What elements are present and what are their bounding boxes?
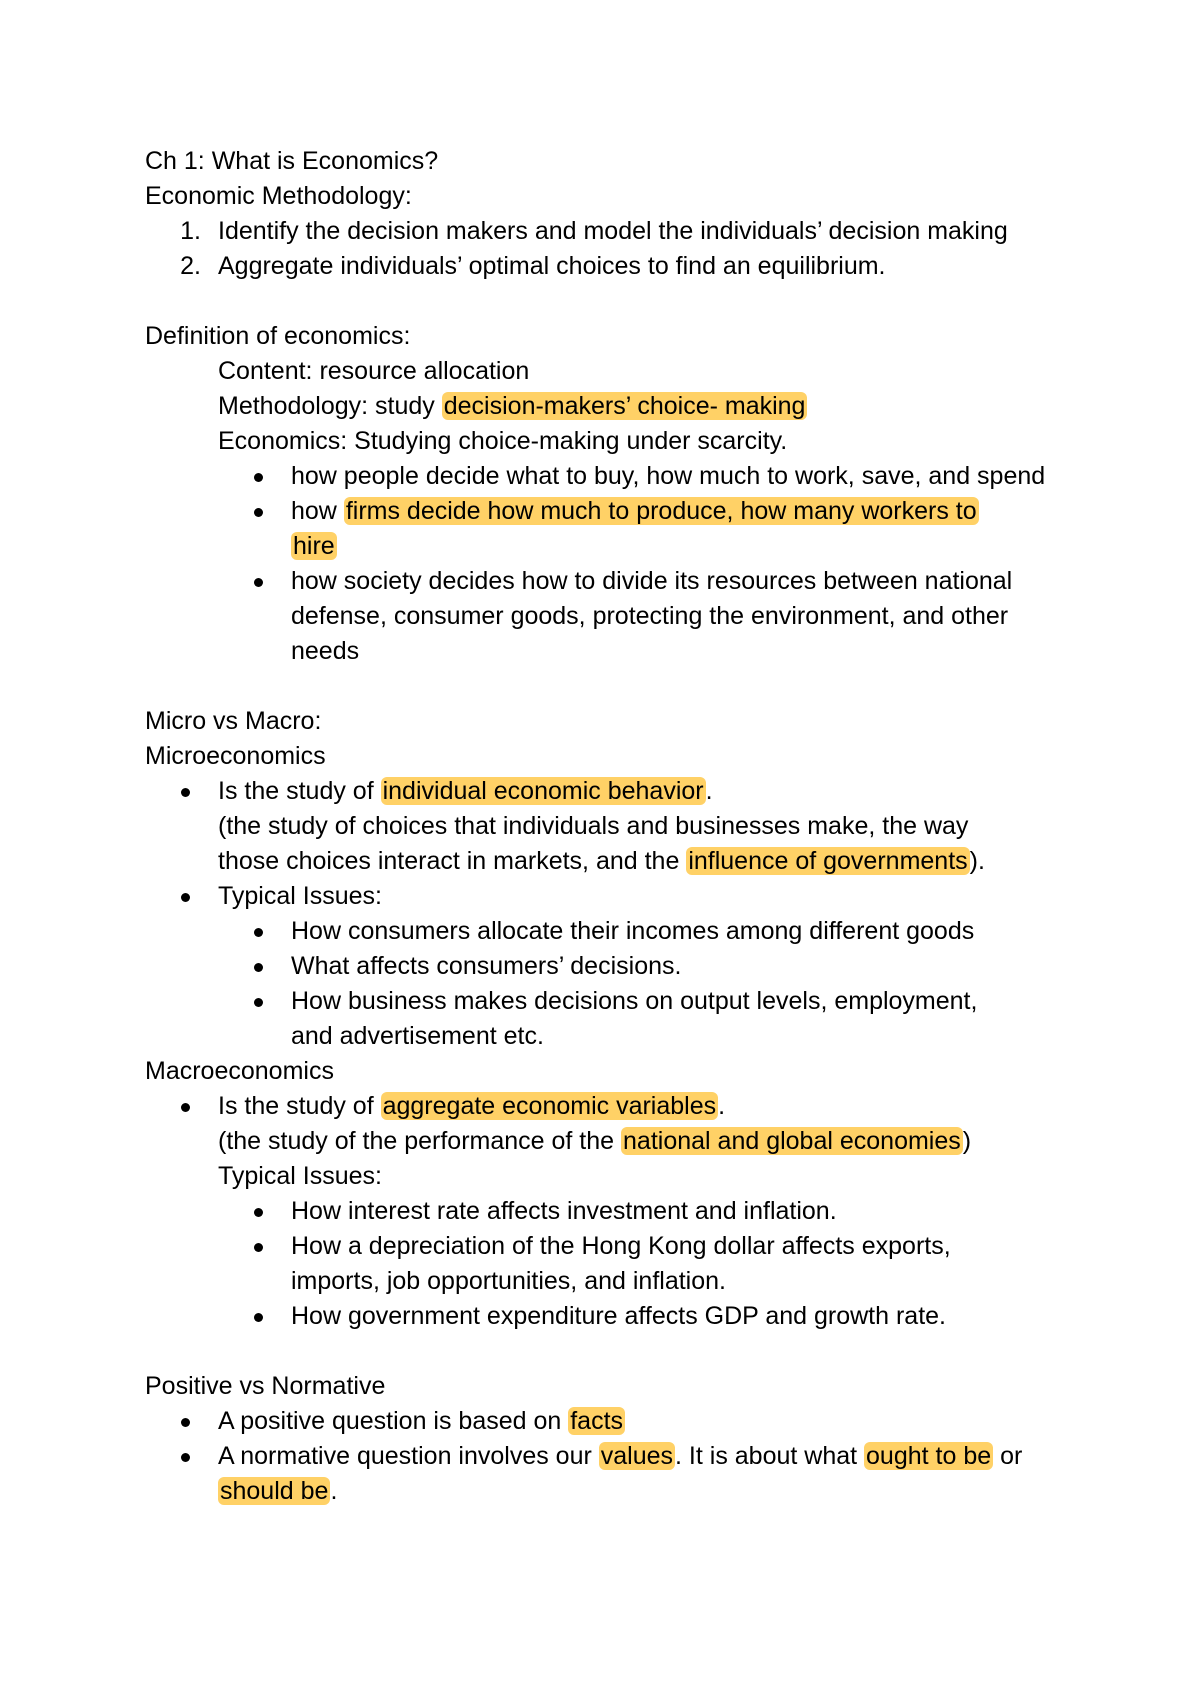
study-prefix: Is the study of	[218, 1092, 381, 1120]
normative-middle2: or	[993, 1442, 1023, 1470]
normative-middle: . It is about what	[675, 1442, 865, 1470]
bullet-item	[145, 1229, 1085, 1299]
bullet-text: how society decides how to divide its resources between national defense, consumer goods, protecting the environment, and other needs	[291, 567, 1013, 665]
bullet-text: How a depreciation of the Hong Kong dollar affects exports, imports, job opportunities, and inflation.	[291, 1232, 951, 1295]
bullet-icon	[181, 1453, 190, 1462]
paren-prefix: those choices interact in markets, and the	[218, 847, 687, 875]
bullet-item	[145, 949, 1085, 984]
definition-methodology	[145, 389, 1085, 424]
bullet-text: How government expenditure affects GDP and growth rate.	[291, 1302, 946, 1330]
bullet-item	[145, 564, 1085, 669]
bullet-text	[218, 774, 1085, 879]
bullet-icon	[254, 998, 263, 1007]
paren-suffix: ).	[969, 847, 985, 875]
bullet-text	[218, 1439, 1085, 1509]
bullet-icon	[254, 1243, 263, 1252]
bullet-icon	[254, 473, 263, 482]
bullet-text: how people decide what to buy, how much to work, save, and spend	[291, 462, 1046, 490]
bullet-icon	[254, 1313, 263, 1322]
bullet-item	[145, 879, 1085, 914]
bullet-icon	[181, 1418, 190, 1427]
bullet-text: Typical Issues:	[218, 882, 382, 910]
highlight: facts	[570, 1407, 624, 1435]
study-suffix: .	[718, 1092, 726, 1120]
definition-heading: Definition of economics:	[145, 322, 411, 350]
bullet-item	[145, 1439, 1085, 1509]
numbered-item	[145, 249, 1085, 284]
positive-normative-heading: Positive vs Normative	[145, 1372, 386, 1400]
micro-macro-heading: Micro vs Macro:	[145, 707, 322, 735]
highlight: influence of governments	[688, 847, 968, 875]
bullet-text	[218, 1404, 1085, 1439]
bullet-icon	[181, 788, 190, 797]
bullet-text: How consumers allocate their incomes among different goods	[291, 917, 975, 945]
spacer	[145, 1334, 1085, 1369]
bullet-item	[145, 1089, 1085, 1194]
issues-heading: Typical Issues:	[218, 1162, 382, 1190]
bullet-item	[145, 494, 1085, 564]
highlight: aggregate economic variables	[382, 1092, 717, 1120]
item-text: Identify the decision makers and model the individuals’ decision making	[218, 217, 1008, 245]
highlight: firms decide how much to produce, how many workers to	[345, 497, 977, 525]
macro-heading: Macroeconomics	[145, 1057, 334, 1085]
document-body	[145, 144, 1085, 1509]
methodology-prefix: Methodology: study	[218, 392, 442, 420]
bullet-icon	[181, 893, 190, 902]
bullet-icon	[254, 578, 263, 587]
methodology-heading: Economic Methodology:	[145, 182, 412, 210]
bullet-item	[145, 774, 1085, 879]
paren-line: (the study of choices that individuals and businesses make, the way	[218, 812, 969, 840]
study-suffix: .	[705, 777, 713, 805]
definition-economics: Economics: Studying choice-making under scarcity.	[218, 427, 788, 455]
highlight: values	[600, 1442, 674, 1470]
item-text: Aggregate individuals’ optimal choices to find an equilibrium.	[218, 252, 886, 280]
bullet-text: How interest rate affects investment and inflation.	[291, 1197, 837, 1225]
bullet-text	[218, 1089, 1085, 1194]
paren-suffix: )	[962, 1127, 972, 1155]
bullet-item	[145, 984, 1085, 1054]
micro-heading: Microeconomics	[145, 742, 326, 770]
highlight: hire	[293, 532, 335, 560]
highlight: national and global economies	[623, 1127, 961, 1155]
normative-prefix: A normative question involves our	[218, 1442, 599, 1470]
study-prefix: Is the study of	[218, 777, 381, 805]
item-number: 1.	[180, 217, 201, 245]
bullet-item	[145, 914, 1085, 949]
bullet-text: How business makes decisions on output levels, employment, and advertisement etc.	[291, 987, 978, 1050]
spacer	[145, 284, 1085, 319]
bullet-item	[145, 1404, 1085, 1439]
bullet-text: What affects consumers’ decisions.	[291, 952, 682, 980]
bullet-prefix: how	[291, 497, 344, 525]
bullet-item	[145, 1299, 1085, 1334]
definition-content: Content: resource allocation	[218, 357, 530, 385]
bullet-icon	[254, 1208, 263, 1217]
paren-prefix: (the study of the performance of the	[218, 1127, 622, 1155]
bullet-text	[291, 494, 1085, 564]
bullet-icon	[254, 928, 263, 937]
chapter-title: Ch 1: What is Economics?	[145, 147, 439, 175]
spacer	[145, 669, 1085, 704]
numbered-item	[145, 214, 1085, 249]
bullet-icon	[254, 963, 263, 972]
highlight: should be	[220, 1477, 329, 1505]
highlight: decision-makers’ choice- making	[443, 392, 806, 420]
normative-suffix: .	[330, 1477, 338, 1505]
highlight: ought to be	[866, 1442, 992, 1470]
bullet-icon	[181, 1103, 190, 1112]
bullet-item	[145, 459, 1085, 494]
bullet-item	[145, 1194, 1085, 1229]
item-number: 2.	[180, 252, 201, 280]
highlight: individual economic behavior	[382, 777, 704, 805]
bullet-icon	[254, 508, 263, 517]
positive-prefix: A positive question is based on	[218, 1407, 569, 1435]
